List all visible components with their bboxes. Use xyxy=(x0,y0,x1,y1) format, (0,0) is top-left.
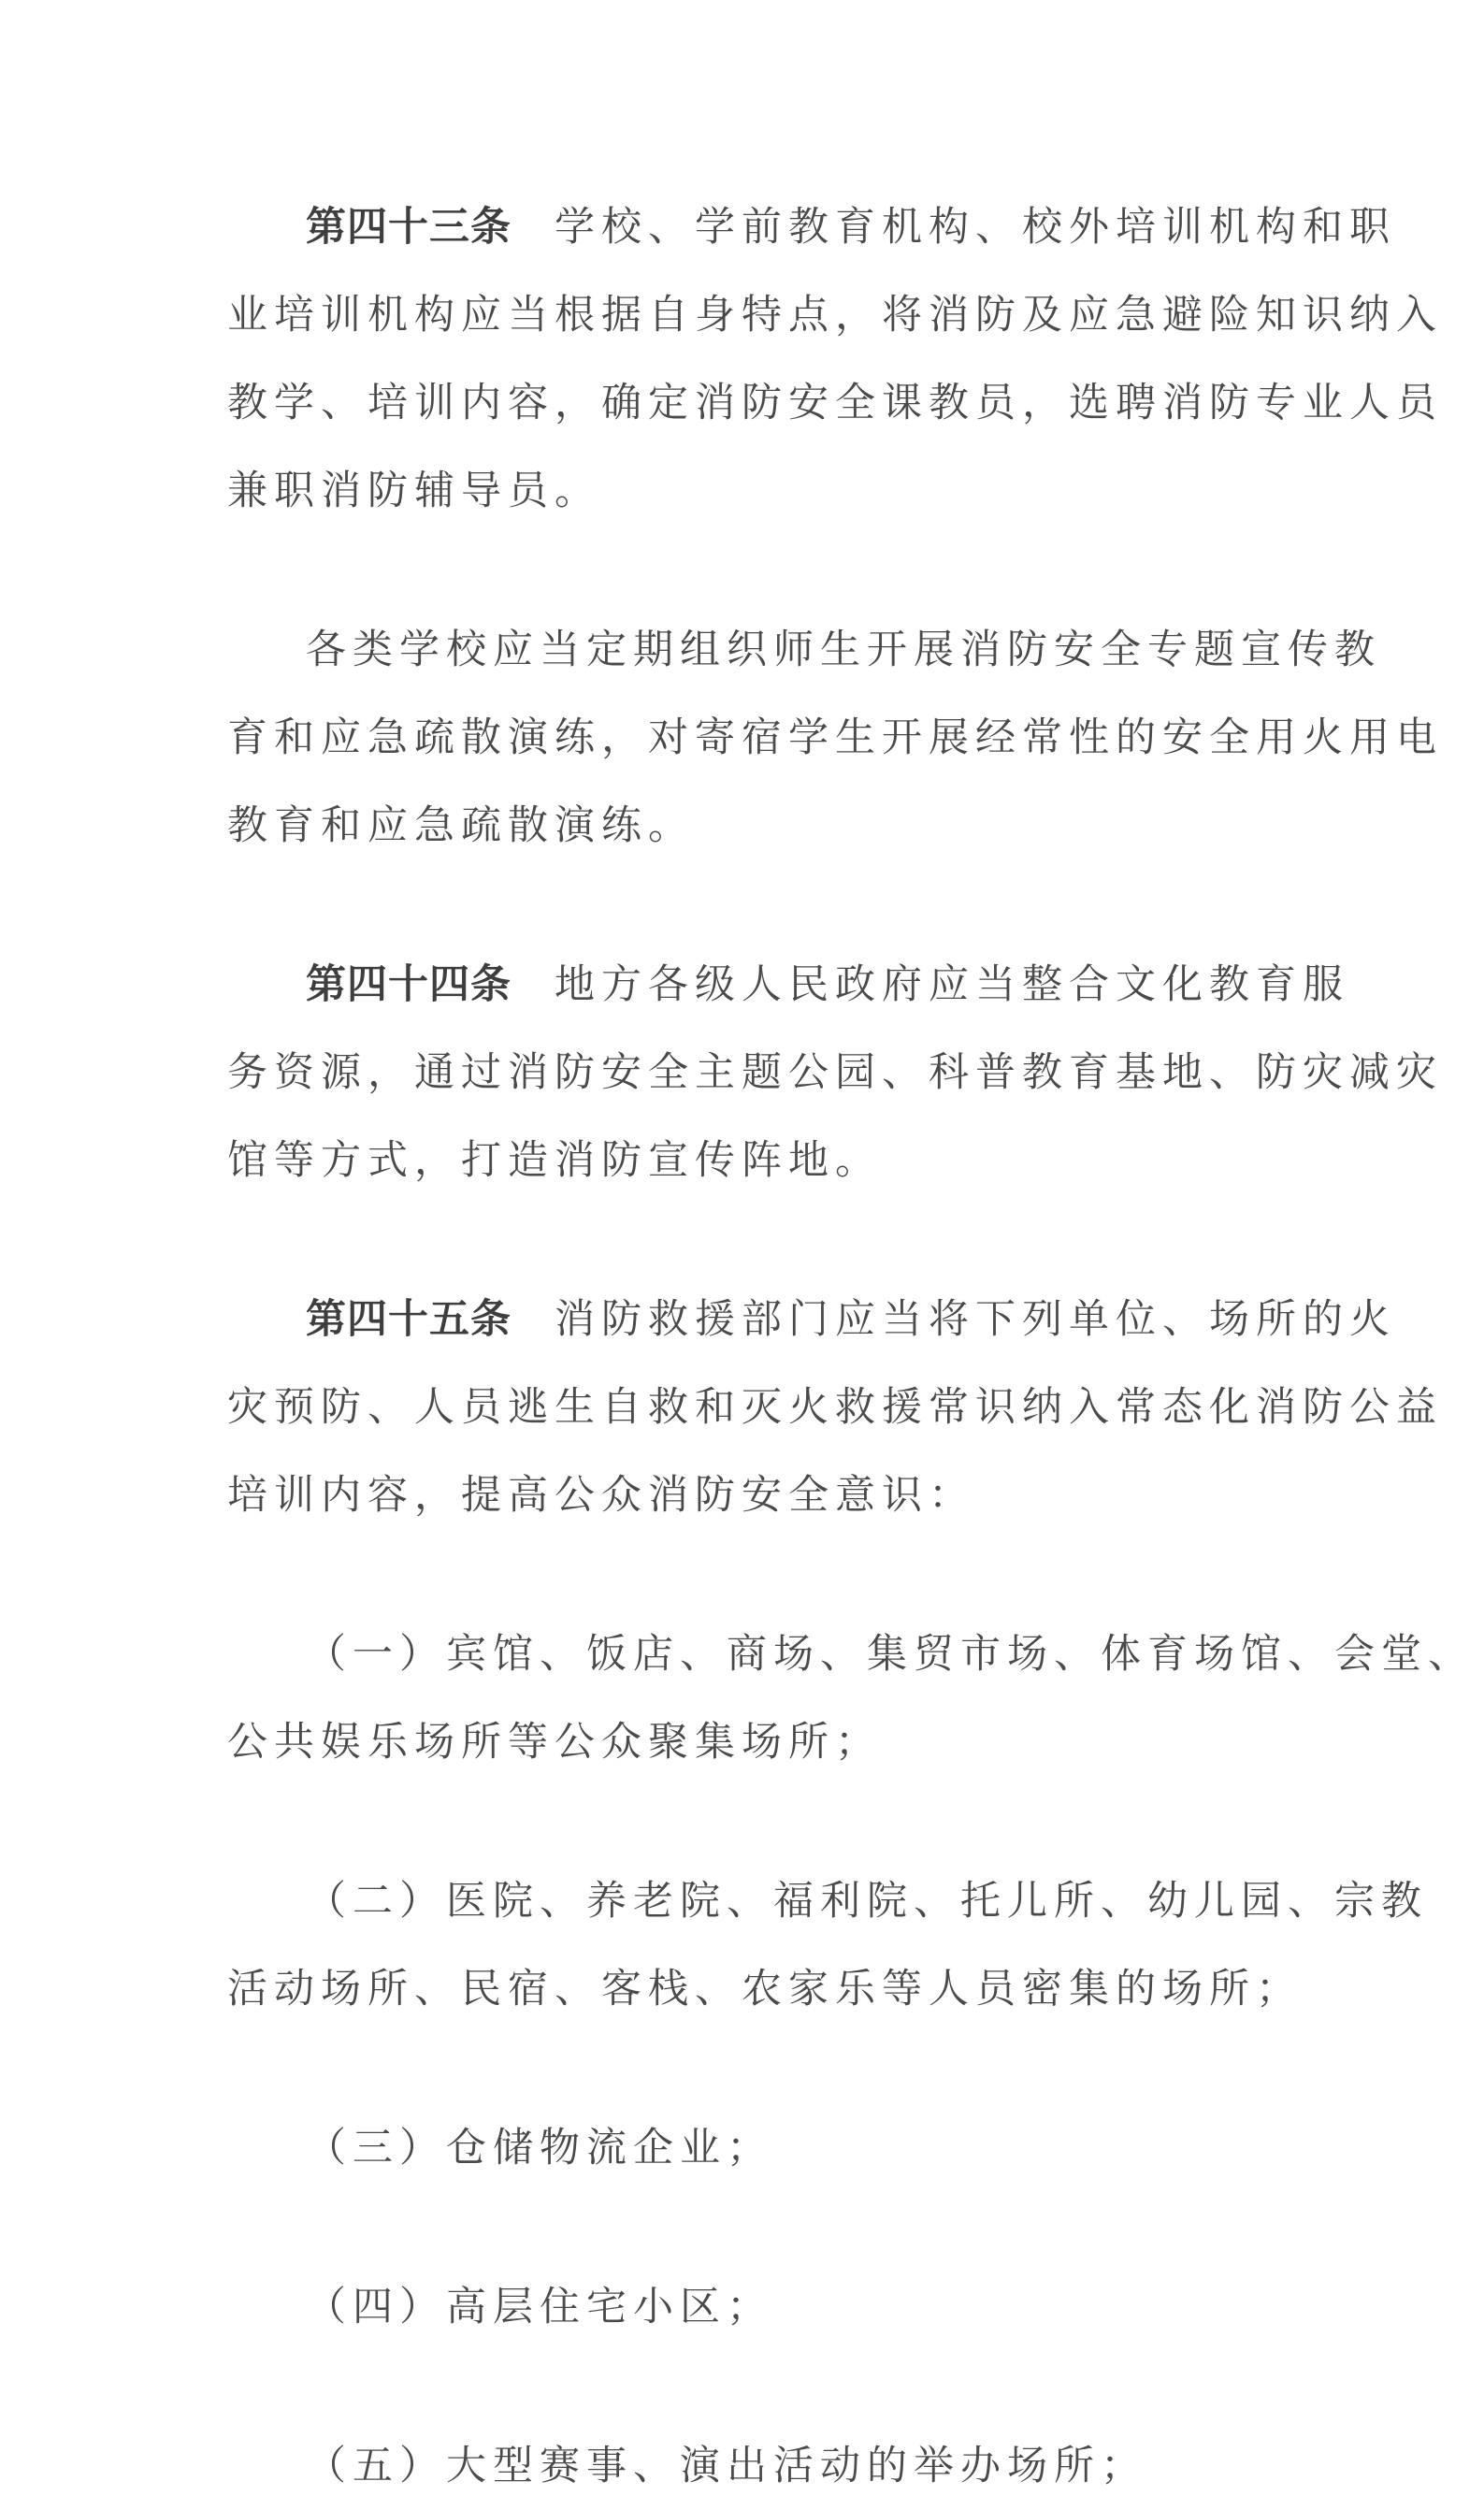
article-43-line-3: 教学、培训内容，确定消防安全课教员，选聘消防专业人员 xyxy=(227,380,1443,426)
list-item-line: 公共娱乐场所等公众聚集场所； xyxy=(227,1719,882,1766)
list-item-line xyxy=(227,1857,1428,1945)
article-43-line-4: 兼职消防辅导员。 xyxy=(227,468,601,514)
article-45-line-3: 培训内容，提高公众消防安全意识： xyxy=(227,1472,975,1519)
list-item-1 xyxy=(227,1610,1475,1786)
list-item-line xyxy=(227,2422,1256,2510)
article-44-line-3: 馆等方式，打造消防宣传阵地。 xyxy=(227,1137,882,1184)
list-item-text: 高层住宅小区； xyxy=(446,2284,773,2330)
article-text: 学校、学前教育机构、校外培训机构和职 xyxy=(555,204,1396,251)
article-43-line-2: 业培训机构应当根据自身特点，将消防及应急避险知识纳入 xyxy=(227,292,1443,339)
list-item-text: 宾馆、饭店、商场、集贸市场、体育场馆、会堂、 xyxy=(446,1631,1475,1678)
list-item-text: 医院、养老院、福利院、托儿所、幼儿园、宗教 xyxy=(446,1878,1428,1925)
list-item-5 xyxy=(227,2422,1256,2510)
list-item-number: （三） xyxy=(306,2125,446,2171)
document-page xyxy=(227,183,1475,2510)
paragraph-line: 教育和应急疏散演练。 xyxy=(227,802,695,849)
list-item-line xyxy=(227,1610,1475,1698)
article-44-line-1 xyxy=(227,941,1349,1029)
article-45 xyxy=(227,1276,1443,1539)
list-item-line xyxy=(227,2104,1256,2192)
list-item-number: （一） xyxy=(306,1631,446,1678)
article-number: 第四十四条 xyxy=(306,961,511,1008)
article-43 xyxy=(227,183,1443,535)
list-item-number: （五） xyxy=(306,2443,446,2489)
article-45-line-2: 灾预防、人员逃生自救和灭火救援常识纳入常态化消防公益 xyxy=(227,1384,1443,1431)
list-item-line: 活动场所、民宿、客栈、农家乐等人员密集的场所； xyxy=(227,1966,1303,2012)
article-44-line-2: 务资源，通过消防安全主题公园、科普教育基地、防灾减灾 xyxy=(227,1049,1443,1096)
article-number: 第四十五条 xyxy=(306,1296,511,1343)
article-text: 地方各级人民政府应当整合文化教育服 xyxy=(555,961,1349,1008)
paragraph-line: 各类学校应当定期组织师生开展消防安全专题宣传教 xyxy=(306,627,1381,673)
list-item-3 xyxy=(227,2104,1256,2192)
article-43-line-1 xyxy=(227,183,1396,271)
list-item-line xyxy=(227,2263,1256,2351)
list-item-text: 大型赛事、演出活动的举办场所； xyxy=(446,2443,1147,2489)
list-item-text: 仓储物流企业； xyxy=(446,2125,773,2171)
article-number: 第四十三条 xyxy=(306,204,511,251)
article-45-line-1 xyxy=(227,1276,1396,1363)
list-item-number: （四） xyxy=(306,2284,446,2330)
article-44 xyxy=(227,941,1443,1205)
list-item-4 xyxy=(227,2263,1256,2351)
paragraph-line: 育和应急疏散演练，对寄宿学生开展经常性的安全用火用电 xyxy=(227,714,1443,761)
article-text: 消防救援部门应当将下列单位、场所的火 xyxy=(555,1296,1396,1343)
list-item-2 xyxy=(227,1857,1428,2033)
article-43-paragraph-2 xyxy=(227,606,1443,870)
list-item-number: （二） xyxy=(306,1878,446,1925)
